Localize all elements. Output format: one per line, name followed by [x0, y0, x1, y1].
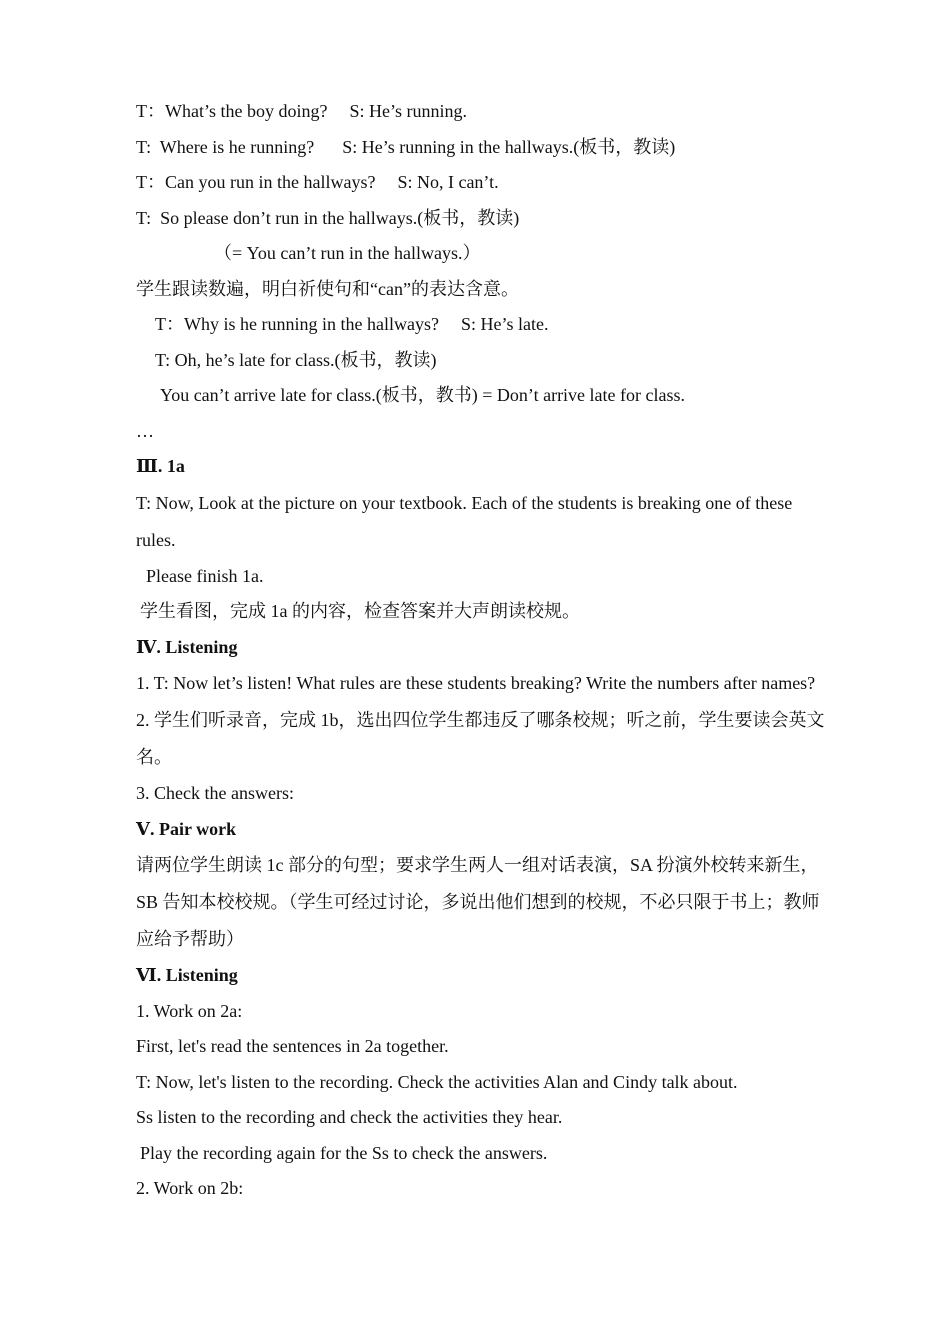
section-heading: Ⅲ. 1a [136, 456, 185, 476]
dialogue-line: T: Oh, he’s late for class.(板书，教读) [155, 349, 437, 370]
paragraph: 1. T: Now let’s listen! What rules are these students breaking? Write the numbers after names? [136, 673, 816, 693]
paragraph: 学生看图，完成 1a 的内容，检查答案并大声朗读校规。 [140, 601, 580, 621]
student-line: S: He’s running in the hallways.(板书，教读) [342, 136, 676, 157]
paragraph: Play the recording again for the Ss to check the answers. [140, 1142, 548, 1163]
dialogue-line [136, 130, 826, 166]
section-heading: Ⅴ. Pair work [136, 818, 237, 839]
paragraph: 2. 学生们听录音，完成 1b，选出四位学生都违反了哪条校规；听之前，学生要读会英文名。 [136, 710, 825, 767]
dialogue-line [136, 94, 826, 130]
dialogue-line: （= You can’t run in the hallways.） [214, 243, 481, 263]
dialogue-line: T: So please don’t run in the hallways.(板书，教读) [136, 207, 520, 228]
document-page [136, 94, 826, 1207]
dialogue-line [136, 165, 826, 201]
paragraph: T: Now, let's listen to the recording. Check the activities Alan and Cindy talk about. [136, 1071, 738, 1092]
instruction-line: 学生跟读数遍，明白祈使句和“can”的表达含意。 [136, 278, 519, 299]
paragraph: T: Now, Look at the picture on your textbook. Each of the students is breaking one of these rules. [136, 492, 793, 550]
paragraph: 2. Work on 2b: [136, 1178, 244, 1198]
teacher-line: T：What’s the boy doing? [136, 101, 328, 121]
student-line: S: He’s running. [349, 101, 467, 121]
teacher-line: T：Can you run in the hallways? [136, 172, 376, 192]
dialogue-line [136, 307, 826, 343]
student-line: S: He’s late. [460, 314, 549, 334]
teacher-line: T：Why is he running in the hallways? [155, 314, 439, 334]
ellipsis-line: … [136, 420, 154, 441]
paragraph: Please finish 1a. [146, 565, 264, 586]
paragraph: First, let's read the sentences in 2a together. [136, 1036, 449, 1056]
paragraph: 3. Check the answers: [136, 783, 294, 803]
teacher-line: T: Where is he running? [136, 136, 315, 157]
section-heading: Ⅳ. Listening [136, 636, 238, 657]
paragraph: 1. Work on 2a: [136, 1000, 243, 1021]
dialogue-line: You can’t arrive late for class.(板书，教书) = Don’t arrive late for class. [160, 385, 686, 405]
paragraph: Ss listen to the recording and check the activities they hear. [136, 1107, 563, 1127]
student-line: S: No, I can’t. [397, 172, 499, 192]
section-heading: Ⅵ. Listening [136, 965, 238, 985]
paragraph: 请两位学生朗读 1c 部分的句型；要求学生两人一组对话表演，SA 扮演外校转来新生，SB 告知本校校规。（学生可经过讨论，多说出他们想到的校规，不必只限于书上；教师应给予帮助） [136, 855, 820, 949]
